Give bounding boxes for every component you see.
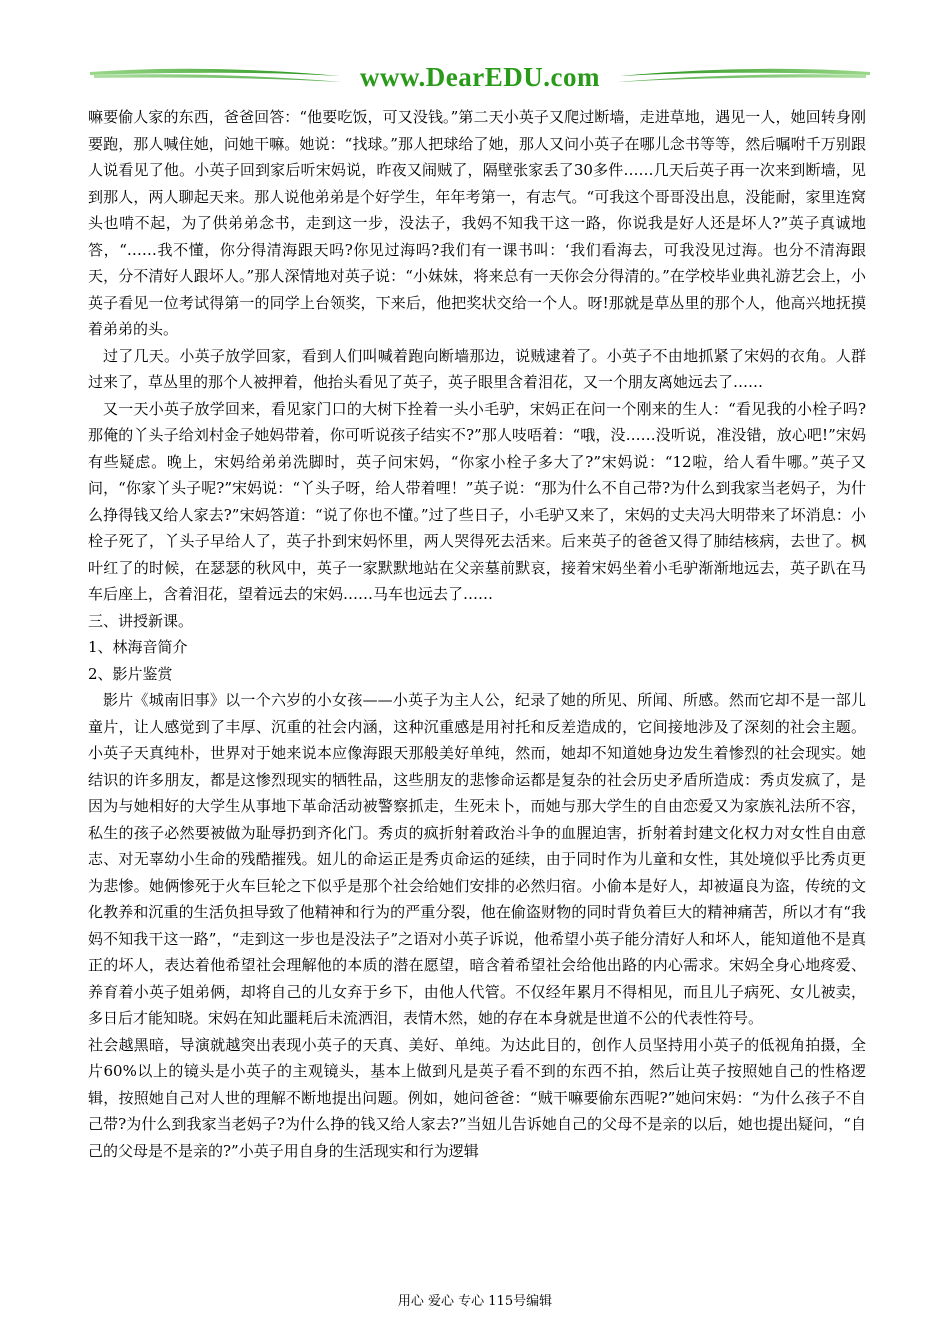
document-body	[88, 104, 866, 1164]
paragraph-3: 又一天小英子放学回来，看见家门口的大树下拴着一头小毛驴，宋妈正在问一个刚来的生人：“看见我的小栓子吗?那俺的丫头子给刘村金子她妈带着，你可听说孩子结实不?”那人吱唔着：“哦，没……没听说，准没错，放心吧!”宋妈有些疑虑。晚上，宋妈给弟弟洗脚时，英子问宋妈，“你家小栓子多大了?”宋妈说：“12啦，给人看牛哪。”英子又问，“你家丫头子呢?”宋妈说：“丫头子呀，给人带着哩！”英子说：“那为什么不自己带?为什么到我家当老妈子，为什么挣得钱又给人家去?”宋妈答道：“说了你也不懂。”过了些日子，小毛驴又来了，宋妈的丈夫冯大明带来了坏消息：小栓子死了，丫头子早给人了，英子扑到宋妈怀里，两人哭得死去活来。后来英子的爸爸又得了肺结核病，去世了。枫叶红了的时候，在瑟瑟的秋风中，英子一家默默地站在父亲墓前默哀，接着宋妈坐着小毛驴渐渐地远去，英子趴在马车后座上，含着泪花，望着远去的宋妈……马车也远去了……	[88, 399, 866, 603]
subheading-author-intro: 1、林海音简介	[88, 638, 188, 656]
paragraph-4: 影片《城南旧事》以一个六岁的小女孩——小英子为主人公，纪录了她的所见、所闻、所感。然而它却不是一部儿童片，让人感觉到了丰厚、沉重的社会内涵，这种沉重感是用衬托和反差造成的，它间接地涉及了深刻的社会主题。小英子天真纯朴，世界对于她来说本应像海跟天那般美好单纯，然而，她却不知道她身边发生着惨烈的社会现实。她结识的许多朋友，都是这惨烈现实的牺牲品，这些朋友的悲惨命运都是复杂的社会历史矛盾所造成：秀贞发疯了，是因为与她相好的大学生从事地下革命活动被警察抓走，生死未卜，而她与那大学生的自由恋爱又为家族礼法所不容，私生的孩子必然要被做为耻辱扔到齐化门。秀贞的疯折射着政治斗争的血腥迫害，折射着封建文化权力对女性自由意志、对无辜幼小生命的残酷摧残。妞儿的命运正是秀贞命运的延续，由于同时作为儿童和女性，其处境似乎比秀贞更为悲惨。她俩惨死于火车巨轮之下似乎是那个社会给她们安排的必然归宿。小偷本是好人，却被逼良为盗，传统的文化教养和沉重的生活负担导致了他精神和行为的严重分裂，他在偷盗财物的同时背负着巨大的精神痛苦，所以才有“我妈不知我干这一路”，“走到这一步也是没法子”之语对小英子诉说，他希望小英子能分清好人和坏人，能知道他不是真正的坏人，表达着他希望社会理解他的本质的潜在愿望，暗含着希望社会给他出路的内心需求。宋妈全身心地疼爱、养育着小英子姐弟俩，却将自己的儿女弃于乡下，由他人代管。不仅经年累月不得相见，而且儿子病死、女儿被卖，多日后才能知晓。宋妈在知此噩耗后未流洒泪，表情木然，她的存在本身就是世道不公的代表性符号。	[88, 691, 866, 1027]
paragraph-5: 社会越黑暗，导演就越突出表现小英子的天真、美好、单纯。为达此目的，创作人员坚持用小英子的低视角拍摄，全片60%以上的镜头是小英子的主观镜头，基本上做到凡是英子看不到的东西不拍，然后让英子按照她自己的性格逻辑，按照她自己对人世的理解不断地提出问题。例如，她问爸爸：“贼干嘛要偷东西呢?”她问宋妈：“为什么孩子不自己带?为什么到我家当老妈子?为什么挣的钱又给人家去?”当妞儿告诉她自己的父母不是亲的以后，她也提出疑问，“自己的父母是不是亲的?”小英子用自身的生活现实和行为逻辑	[88, 1035, 866, 1160]
subheading-film-appreciation: 2、影片鉴赏	[88, 664, 173, 683]
paragraph-2: 过了几天。小英子放学回家，看到人们叫喊着跑向断墙那边，说贼逮着了。小英子不由地抓紧了宋妈的衣角。人群过来了，草丛里的那个人被押着，他抬头看见了英子，英子眼里含着泪花，又一个朋友离她远去了……	[88, 346, 866, 391]
page-footer: 用心 爱心 专心 115号编辑	[397, 1294, 553, 1309]
site-url-logo: www.DearEDU.com	[360, 62, 600, 92]
paragraph-1: 嘛要偷人家的东西，爸爸回答：“他要吃饭，可又没钱。”第二天小英子又爬过断墙，走进草地，遇见一人，她回转身刚要跑，那人喊住她，问她干嘛。她说：“找球。”那人把球给了她，那人又问小英子在哪儿念书等等，然后嘱咐千万别跟人说看见了他。小英子回到家后听宋妈说，昨夜又闹贼了，隔壁张家丢了30多件……几天后英子再一次来到断墙，见到那人，两人聊起天来。那人说他弟弟是个好学生，年年考第一，有志气。“可我这个哥哥没出息，没能耐，家里连窝头也啃不起，为了供弟弟念书，走到这一步，没法子，我妈不知我干这一路，你说我是好人还是坏人?”英子真诚地答，“……我不懂，你分得清海跟天吗?你见过海吗?我们有一课书叫：‘我们看海去，可我没见过海。也分不清海跟天，分不清好人跟坏人。”那人深情地对英子说：“小妹妹，将来总有一天你会分得清的。”在学校毕业典礼游艺会上，小英子看见一位考试得第一的同学上台领奖，下来后，他把奖状交给一个人。呀!那就是草丛里的那个人，他高兴地抚摸着弟弟的头。	[88, 108, 866, 338]
site-header	[90, 62, 870, 92]
section-heading-new-lesson: 三、讲授新课。	[88, 611, 194, 630]
